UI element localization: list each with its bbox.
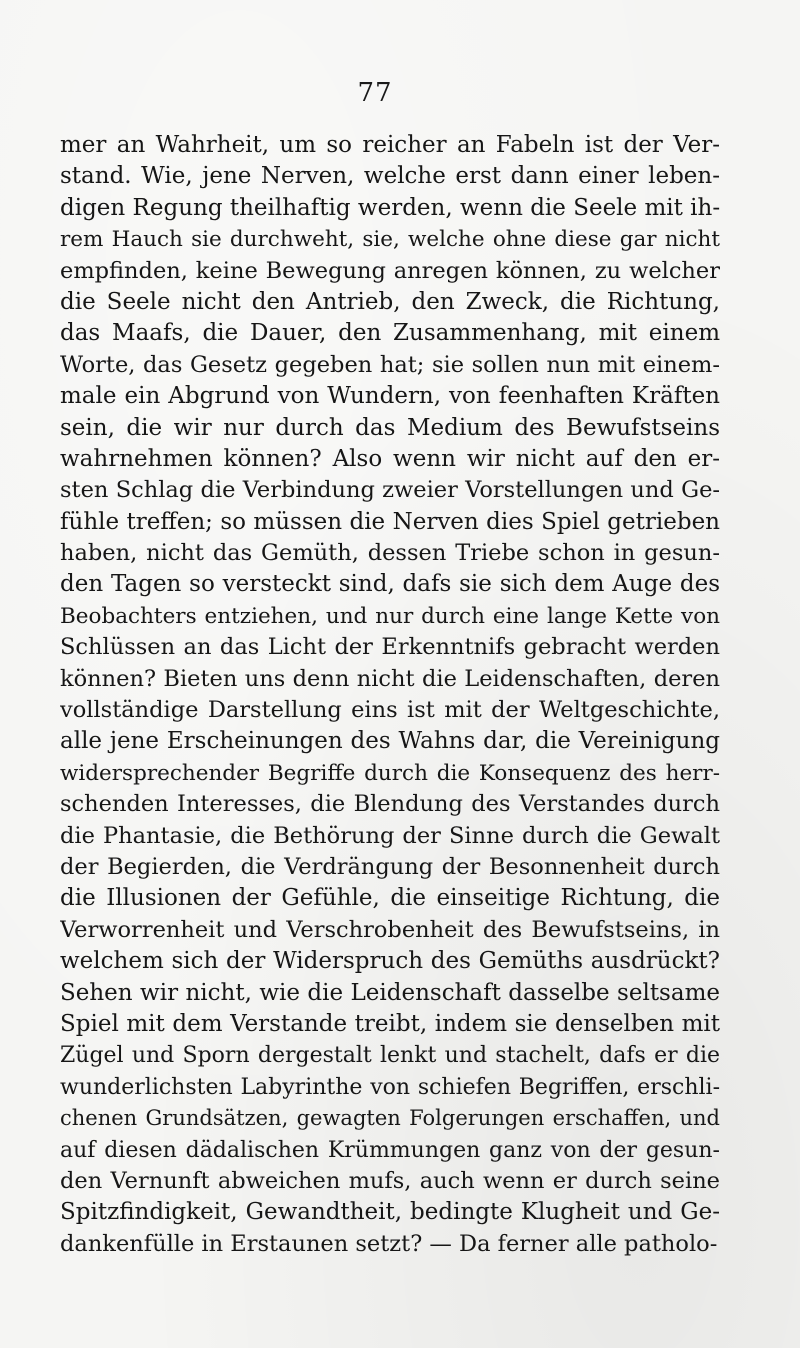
text-line: Beobachters entziehen, und nur durch eine lange Kette von <box>60 603 720 629</box>
text-line: chenen Grundsätzen, gewagten Folgerungen erschaffen, und <box>60 1106 720 1131</box>
text-line: schenden Interesses, die Blendung des Verstandes durch <box>60 791 720 818</box>
text-line: können? Bieten uns denn nicht die Leidenschaften, deren <box>60 665 720 692</box>
body-text <box>60 130 720 1260</box>
text-line: Spitzfindigkeit, Gewandtheit, bedingte Klugheit und Ge- <box>60 1199 720 1226</box>
text-line: empfinden, keine Bewegung anregen können, zu welcher <box>60 257 720 284</box>
text-line: Spiel mit dem Verstande treibt, indem sie denselben mit <box>60 1010 720 1037</box>
text-line: wahrnehmen können? Also wenn wir nicht auf den er- <box>60 445 720 472</box>
text-line: vollständige Darstellung eins ist mit der Weltgeschichte, <box>60 697 720 724</box>
text-line: haben, nicht das Gemüth, dessen Triebe schon in gesun- <box>60 540 720 567</box>
text-line: welchem sich der Widerspruch des Gemüths ausdrückt? <box>60 948 720 975</box>
text-line: die Phantasie, die Bethörung der Sinne durch die Gewalt <box>60 822 720 849</box>
text-line: widersprechender Begriffe durch die Konsequenz des herr- <box>60 760 720 786</box>
text-line: die Seele nicht den Antrieb, den Zweck, die Richtung, <box>60 288 720 315</box>
text-line: Schlüssen an das Licht der Erkenntnifs gebracht werden <box>60 634 720 661</box>
text-line: das Maafs, die Dauer, den Zusammenhang, mit einem <box>60 320 720 347</box>
text-line: Worte, das Gesetz gegeben hat; sie sollen nun mit einem- <box>60 351 720 378</box>
text-line: digen Regung theilhaftig werden, wenn die Seele mit ih- <box>60 194 720 221</box>
text-line: male ein Abgrund von Wundern, von feenhaften Kräften <box>60 383 720 410</box>
text-line: fühle treffen; so müssen die Nerven dies Spiel getrieben <box>60 508 720 535</box>
text-line: mer an Wahrheit, um so reicher an Fabeln ist der Ver- <box>60 132 720 158</box>
text-line: sten Schlag die Verbindung zweier Vorstellungen und Ge- <box>60 477 720 504</box>
page-number: 77 <box>357 78 393 108</box>
text-line: Sehen wir nicht, wie die Leidenschaft dasselbe seltsame <box>60 979 720 1006</box>
text-line: die Illusionen der Gefühle, die einseitige Richtung, die <box>60 885 720 912</box>
text-line: rem Hauch sie durchweht, sie, welche ohne diese gar nicht <box>60 227 720 253</box>
text-line: den Vernunft abweichen mufs, auch wenn er durch seine <box>60 1167 720 1194</box>
text-line: Verworrenheit und Verschrobenheit des Bewufstseins, in <box>60 916 720 943</box>
text-line: den Tagen so versteckt sind, dafs sie sich dem Auge des <box>60 571 720 598</box>
text-line: der Begierden, die Verdrängung der Besonnenheit durch <box>60 853 720 880</box>
text-line: Zügel und Sporn dergestalt lenkt und stachelt, dafs er die <box>60 1043 720 1069</box>
text-line: sein, die wir nur durch das Medium des Bewufstseins <box>60 414 720 441</box>
text-line: wunderlichsten Labyrinthe von schiefen Begriffen, erschli- <box>60 1074 720 1100</box>
text-line: alle jene Erscheinungen des Wahns dar, die Vereinigung <box>60 728 720 755</box>
text-line: dankenfülle in Erstaunen setzt? — Da ferner alle patholo- <box>60 1230 718 1257</box>
text-line: auf diesen dädalischen Krümmungen ganz von der gesun- <box>60 1137 720 1163</box>
text-line: stand. Wie, jene Nerven, welche erst dann einer leben- <box>60 163 720 190</box>
